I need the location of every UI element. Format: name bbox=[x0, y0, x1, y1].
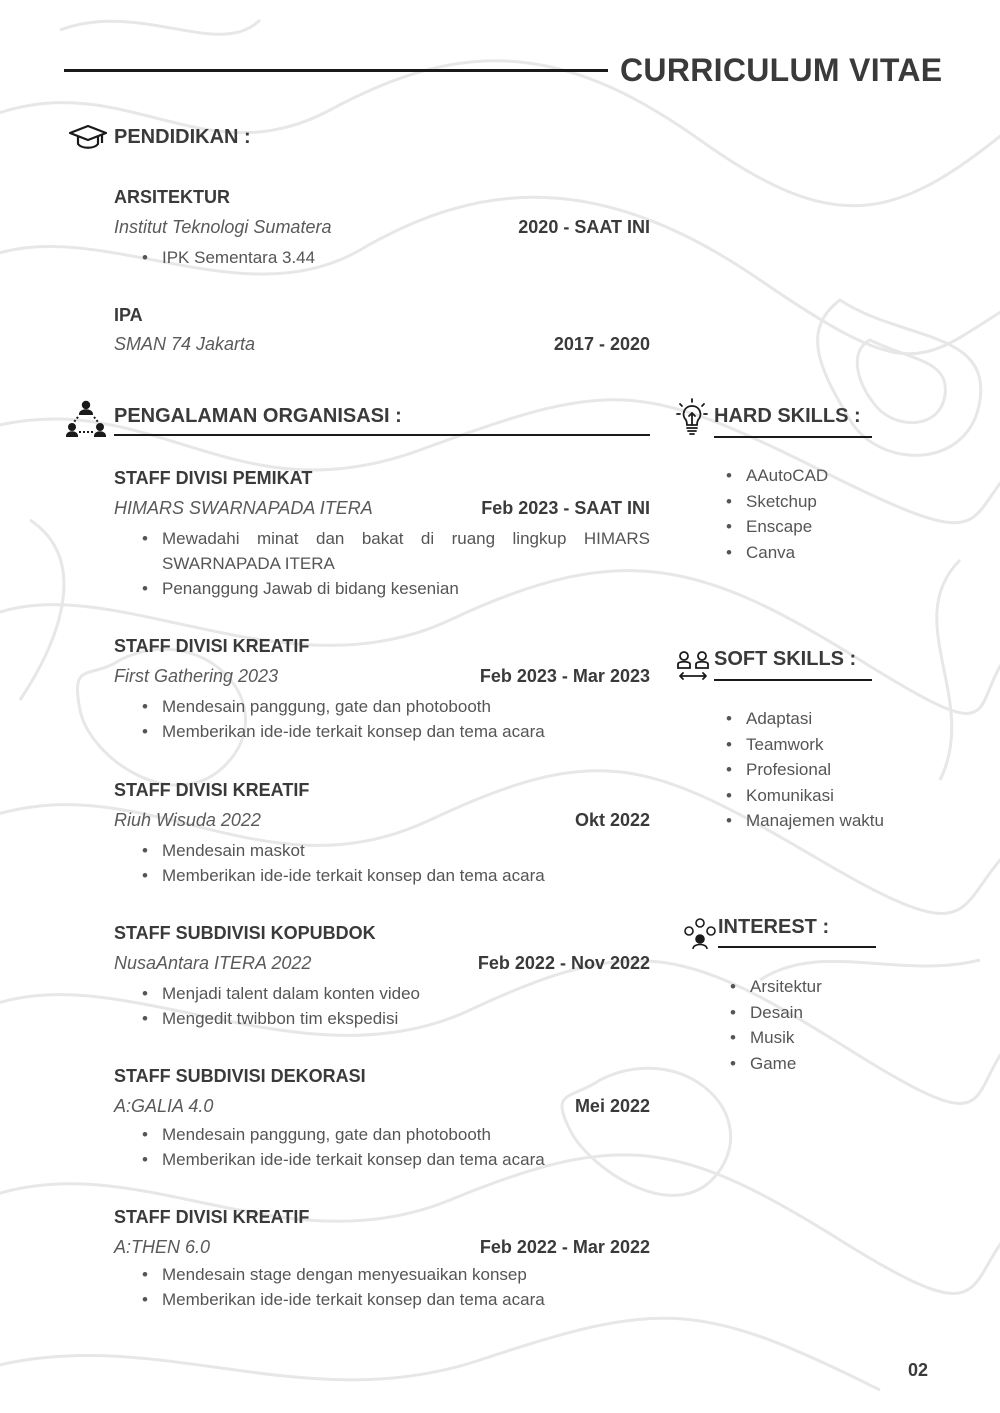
experience-org: A:THEN 6.0 bbox=[114, 1237, 211, 1257]
organization-network-icon bbox=[66, 400, 106, 438]
education-degree: IPA bbox=[114, 305, 143, 325]
list-item: • Sketchup bbox=[710, 489, 940, 515]
list-item: • Memberikan ide-ide terkait konsep dan tema acara bbox=[114, 1287, 650, 1312]
hard-skills-rule bbox=[714, 436, 872, 438]
education-school: Institut Teknologi Sumatera bbox=[114, 217, 332, 237]
experience-org: HIMARS SWARNAPADA ITERA bbox=[114, 498, 373, 518]
experience-role: STAFF DIVISI KREATIF bbox=[114, 780, 310, 800]
experience-bullets bbox=[114, 694, 650, 744]
list-item: • Komunikasi bbox=[710, 783, 970, 809]
list-item: • Mendesain panggung, gate dan photobooth bbox=[114, 1122, 650, 1147]
list-item: • Mendesain stage dengan menyesuaikan konsep bbox=[114, 1262, 650, 1287]
experience-period: Feb 2022 - Mar 2022 bbox=[479, 1237, 650, 1257]
team-people-icon bbox=[676, 650, 710, 684]
experience-org: First Gathering 2023 bbox=[114, 666, 279, 686]
list-item: • Memberikan ide-ide terkait konsep dan tema acara bbox=[114, 1147, 650, 1172]
education-period: 2020 - SAAT INI bbox=[518, 217, 650, 237]
list-item: • AAutoCAD bbox=[710, 463, 940, 489]
list-item: • Mendesain panggung, gate dan photobooth bbox=[114, 694, 650, 719]
list-item: • Menjadi talent dalam konten video bbox=[114, 981, 650, 1006]
experience-role: STAFF SUBDIVISI KOPUBDOK bbox=[114, 923, 376, 943]
page-title: CURRICULUM VITAE bbox=[620, 52, 943, 88]
soft-skills-heading: SOFT SKILLS : bbox=[714, 648, 857, 670]
experience-bullets bbox=[114, 838, 650, 888]
experience-org: A:GALIA 4.0 bbox=[114, 1096, 214, 1116]
interest-list bbox=[714, 974, 944, 1076]
graduation-cap-icon bbox=[68, 124, 108, 152]
header-rule bbox=[64, 69, 608, 72]
experience-bullets bbox=[114, 1122, 650, 1172]
experience-period: Feb 2022 - Nov 2022 bbox=[477, 953, 650, 973]
experience-org: Riuh Wisuda 2022 bbox=[114, 810, 261, 830]
education-school: SMAN 74 Jakarta bbox=[114, 334, 256, 354]
experience-role: STAFF DIVISI PEMIKAT bbox=[114, 468, 313, 488]
education-degree: ARSITEKTUR bbox=[114, 187, 230, 207]
experience-period: Feb 2023 - SAAT INI bbox=[481, 498, 650, 518]
experience-role: STAFF SUBDIVISI DEKORASI bbox=[114, 1066, 366, 1086]
experience-bullets bbox=[114, 981, 650, 1031]
interest-rule bbox=[718, 946, 876, 948]
experience-period: Okt 2022 bbox=[574, 810, 650, 830]
list-item: • Enscape bbox=[710, 514, 940, 540]
experience-period: Feb 2023 - Mar 2023 bbox=[479, 666, 650, 686]
list-item: • Desain bbox=[714, 1000, 944, 1026]
experience-period: Mei 2022 bbox=[574, 1096, 650, 1116]
experience-heading-rule bbox=[114, 434, 650, 436]
interest-heading: INTEREST : bbox=[718, 916, 830, 938]
list-item: • Adaptasi bbox=[710, 706, 970, 732]
list-item: • Profesional bbox=[710, 757, 970, 783]
soft-skills-rule bbox=[714, 679, 872, 681]
interest-people-icon bbox=[684, 918, 716, 950]
experience-heading: PENGALAMAN ORGANISASI : bbox=[114, 405, 402, 427]
education-bullets bbox=[114, 245, 650, 270]
page-number: 02 bbox=[908, 1360, 929, 1380]
list-item: • Mengedit twibbon tim ekspedisi bbox=[114, 1006, 650, 1031]
soft-skills-list bbox=[710, 706, 970, 834]
lightbulb-icon bbox=[676, 398, 708, 436]
hard-skills-list bbox=[710, 463, 940, 565]
hard-skills-heading: HARD SKILLS : bbox=[714, 405, 861, 427]
list-item: • IPK Sementara 3.44 bbox=[114, 245, 650, 270]
list-item: • Mewadahi minat dan bakat di ruang lingkup HIMARS SWARNAPADA ITERA bbox=[114, 526, 650, 576]
education-heading: PENDIDIKAN : bbox=[114, 126, 251, 148]
list-item: • Musik bbox=[714, 1025, 944, 1051]
experience-bullets bbox=[114, 1262, 650, 1312]
list-item: • Canva bbox=[710, 540, 940, 566]
experience-org: NusaAntara ITERA 2022 bbox=[114, 953, 312, 973]
experience-role: STAFF DIVISI KREATIF bbox=[114, 636, 310, 656]
list-item: • Memberikan ide-ide terkait konsep dan tema acara bbox=[114, 863, 650, 888]
experience-role: STAFF DIVISI KREATIF bbox=[114, 1207, 310, 1227]
list-item: • Arsitektur bbox=[714, 974, 944, 1000]
education-period: 2017 - 2020 bbox=[553, 334, 650, 354]
list-item: • Memberikan ide-ide terkait konsep dan tema acara bbox=[114, 719, 650, 744]
list-item: • Mendesain maskot bbox=[114, 838, 650, 863]
list-item: • Manajemen waktu bbox=[710, 808, 970, 834]
list-item: • Penanggung Jawab di bidang kesenian bbox=[114, 576, 650, 601]
list-item: • Teamwork bbox=[710, 732, 970, 758]
experience-bullets bbox=[114, 526, 650, 601]
list-item: • Game bbox=[714, 1051, 944, 1077]
